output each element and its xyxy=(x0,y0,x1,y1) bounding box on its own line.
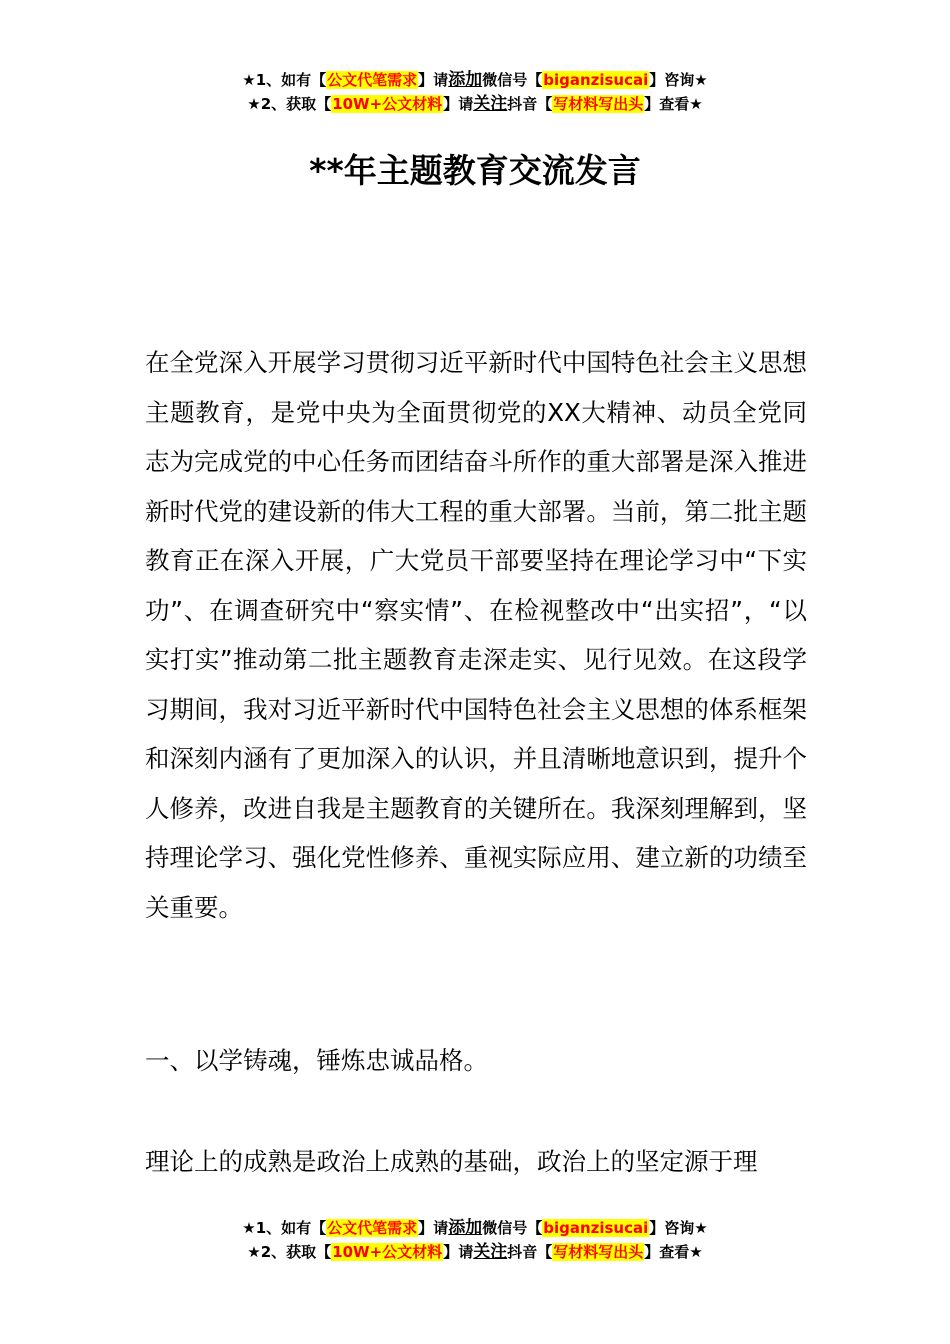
body-paragraph-1: 在全党深入开展学习贯彻习近平新时代中国特色社会主义思想主题教育，是党中央为全面贯彻党的XX大精神、动员全党同志为完成党的中心任务而团结奋斗所作的重大部署是深入推进新时代党的建设新的伟大工程的重大部署。当前，第二批主题教育正在深入开展，广大党员干部要坚持在理论学习中“下实功”、在调查研究中“察实情”、在检视整改中“出实招”，“以实打实”推动第二批主题教育走深走实、见行见效。在这段学习期间，我对习近平新时代中国特色社会主义思想的体系框架和深刻内涵有了更加深入的认识，并且清晰地意识到，提升个人修养，改进自我是主题教育的关键所在。我深刻理解到，坚持理论学习、强化党性修养、重视实际应用、建立新的功绩至关重要。 xyxy=(145,348,807,922)
emphasis-text: 添加 xyxy=(448,1218,483,1238)
footer-notice xyxy=(0,1216,950,1264)
notice-line-2 xyxy=(0,1240,950,1264)
notice-text: 】咨询★ xyxy=(649,71,708,89)
notice-text: 微信号【 xyxy=(482,1219,543,1237)
notice-text: 】查看★ xyxy=(644,95,703,113)
emphasis-text: 添加 xyxy=(448,70,483,90)
highlight-materials: 10W+公文材料 xyxy=(332,1243,443,1261)
body-paragraph-2: 理论上的成熟是政治上成熟的基础，政治上的坚定源于理 xyxy=(145,1147,758,1176)
highlight-service: 公文代笔需求 xyxy=(327,71,418,89)
highlight-douyin-id: 写材料写出头 xyxy=(553,1243,644,1261)
highlight-wechat-id: biganzisucai xyxy=(543,1219,649,1237)
notice-text: ★2、获取【 xyxy=(247,1243,332,1261)
notice-text: 】查看★ xyxy=(644,1243,703,1261)
highlight-service: 公文代笔需求 xyxy=(327,1219,418,1237)
notice-text: 抖音【 xyxy=(507,1243,553,1261)
highlight-douyin-id: 写材料写出头 xyxy=(553,95,644,113)
document-title: **年主题教育交流发言 xyxy=(309,151,641,190)
notice-text: ★1、如有【 xyxy=(242,1219,327,1237)
notice-text: 】咨询★ xyxy=(649,1219,708,1237)
notice-text: 】请 xyxy=(443,1243,474,1261)
notice-text: ★1、如有【 xyxy=(242,71,327,89)
notice-text: 】请 xyxy=(418,71,449,89)
emphasis-text: 关注 xyxy=(473,94,508,114)
notice-line-1 xyxy=(0,68,950,92)
notice-text: ★2、获取【 xyxy=(247,95,332,113)
notice-line-1 xyxy=(0,1216,950,1240)
notice-text: 微信号【 xyxy=(482,71,543,89)
header-notice xyxy=(0,68,950,116)
emphasis-text: 关注 xyxy=(473,1242,508,1262)
notice-text: 抖音【 xyxy=(507,95,553,113)
highlight-materials: 10W+公文材料 xyxy=(332,95,443,113)
notice-text: 】请 xyxy=(443,95,474,113)
notice-line-2 xyxy=(0,92,950,116)
highlight-wechat-id: biganzisucai xyxy=(543,71,649,89)
section-heading-1: 一、以学铸魂，锤炼忠诚品格。 xyxy=(145,1046,488,1075)
notice-text: 】请 xyxy=(418,1219,449,1237)
